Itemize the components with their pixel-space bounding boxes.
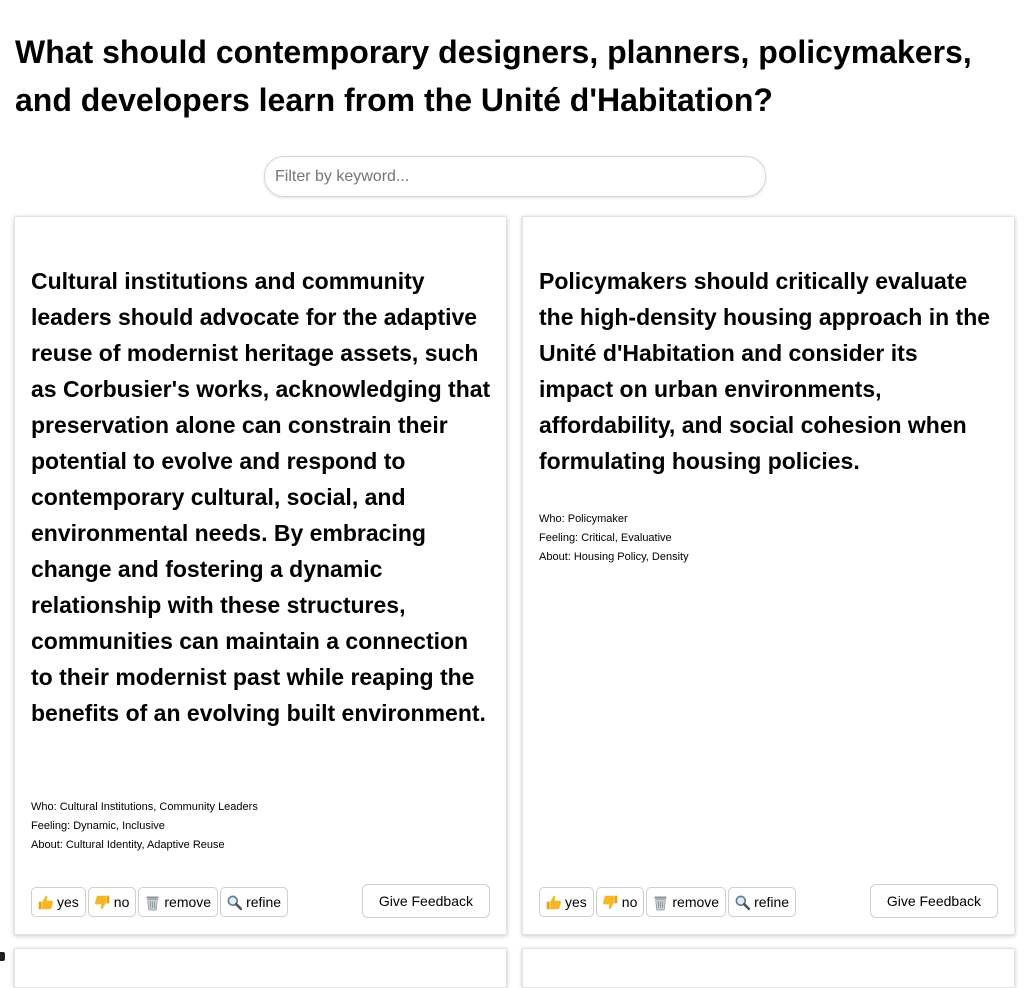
give-feedback-button[interactable]: Give Feedback — [362, 884, 490, 918]
trash-icon — [144, 894, 161, 911]
trash-icon — [652, 894, 669, 911]
card-who: Who: Cultural Institutions, Community Leaders — [31, 801, 258, 813]
yes-label: yes — [565, 894, 587, 910]
card-text: Cultural institutions and community leaders should advocate for the adaptive reuse of modernist heritage assets, such as Corbusier's works, acknowledging that preservation alone can constrain their potential to evolve and respond to contemporary cultural, social, and environmental needs. By embracing change and fostering a dynamic relationship with these structures, communities can maintain a connection to their modernist past while reaping the benefits of an evolving built environment. — [31, 268, 491, 726]
insight-card — [522, 216, 1015, 935]
card-meta — [539, 510, 689, 567]
window-corner — [0, 952, 5, 961]
magnifier-icon — [226, 894, 243, 911]
no-label: no — [621, 894, 638, 910]
insight-card — [14, 216, 507, 935]
yes-label: yes — [57, 894, 79, 910]
remove-label: remove — [672, 894, 720, 910]
thumbs-down-icon — [602, 894, 619, 911]
card-actions — [31, 887, 288, 917]
card-about: About: Cultural Identity, Adaptive Reuse — [31, 839, 225, 851]
yes-button[interactable] — [539, 887, 594, 917]
search-input[interactable] — [264, 156, 766, 197]
remove-button[interactable] — [138, 887, 218, 917]
refine-button[interactable] — [220, 887, 288, 917]
card-who: Who: Policymaker — [539, 513, 628, 525]
card-actions — [539, 887, 796, 917]
card-meta — [31, 798, 258, 855]
insight-card-partial — [522, 948, 1015, 988]
page-title: What should contemporary designers, planners, policymakers, and developers learn from the Unité d'Habitation? — [15, 34, 972, 118]
card-text: Policymakers should critically evaluate the high-density housing approach in the Unité d'Habitation and consider its impact on urban environments, affordability, and social cohesion when formulating housing policies. — [539, 268, 991, 474]
card-feeling: Feeling: Dynamic, Inclusive — [31, 820, 165, 832]
card-feeling: Feeling: Critical, Evaluative — [539, 532, 672, 544]
yes-button[interactable] — [31, 887, 86, 917]
magnifier-icon — [734, 894, 751, 911]
no-label: no — [113, 894, 130, 910]
insight-card-partial — [14, 948, 507, 988]
remove-label: remove — [164, 894, 212, 910]
thumbs-up-icon — [37, 894, 54, 911]
thumbs-up-icon — [545, 894, 562, 911]
remove-button[interactable] — [646, 887, 726, 917]
no-button[interactable] — [596, 887, 645, 917]
refine-button[interactable] — [728, 887, 796, 917]
card-about: About: Housing Policy, Density — [539, 551, 689, 563]
refine-label: refine — [754, 894, 790, 910]
give-feedback-button[interactable]: Give Feedback — [870, 884, 998, 918]
thumbs-down-icon — [94, 894, 111, 911]
no-button[interactable] — [88, 887, 137, 917]
refine-label: refine — [246, 894, 282, 910]
